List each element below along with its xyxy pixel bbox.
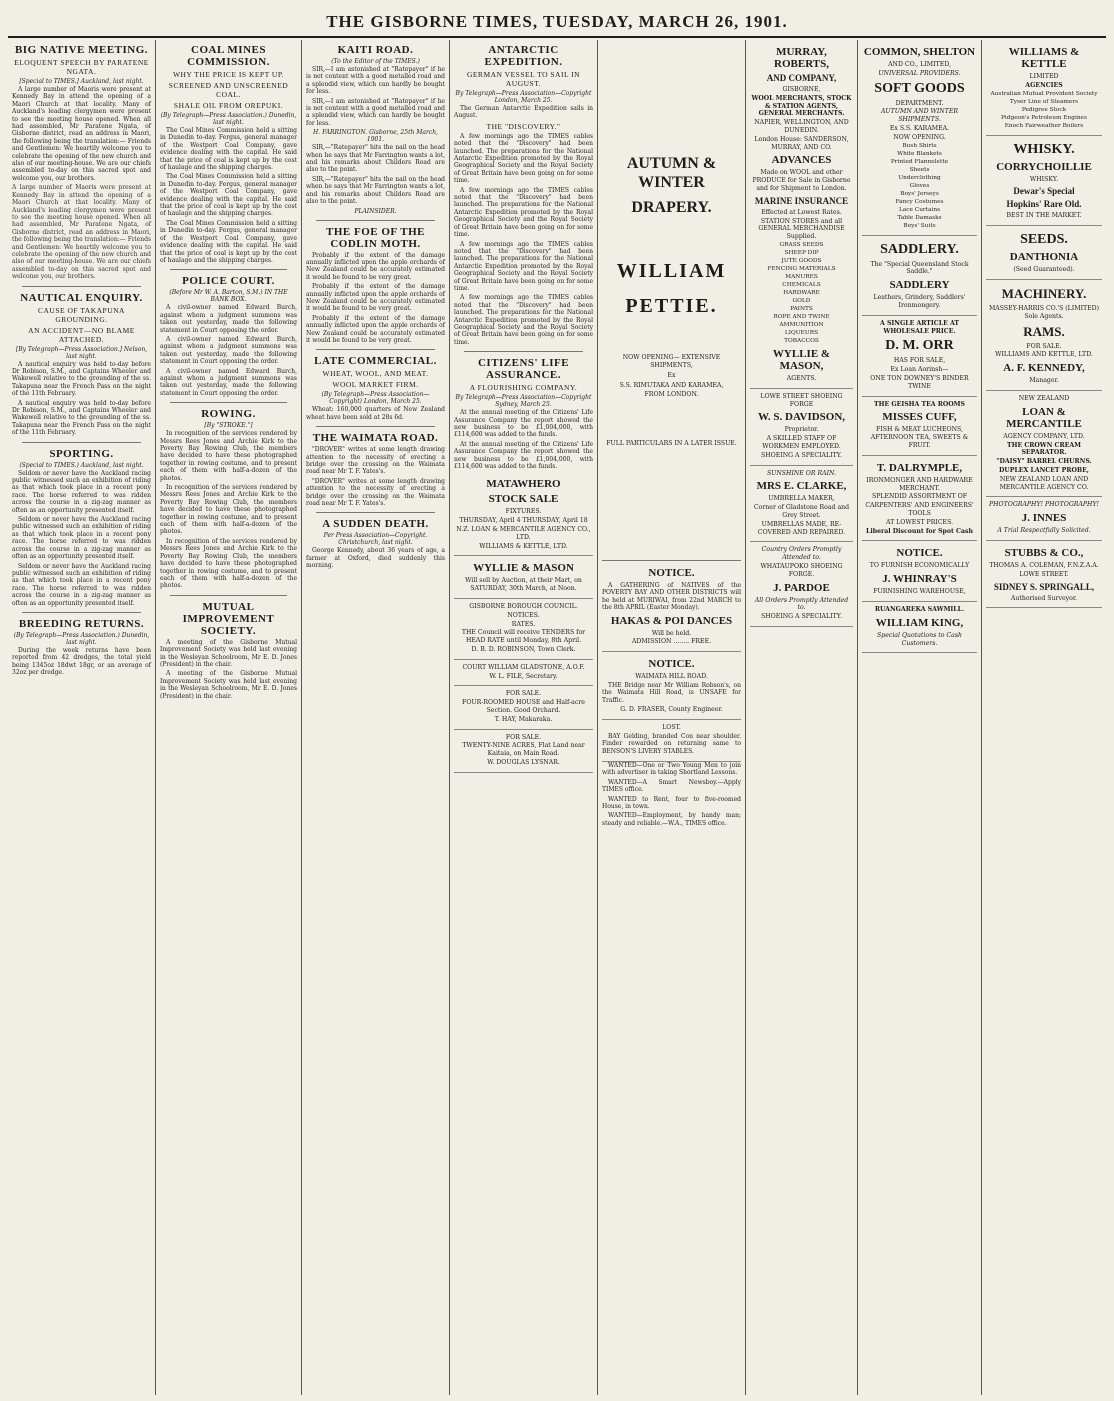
- ad-text: Country Orders Promptly Attended to.: [761, 546, 842, 562]
- ad-text: NOTICES.: [507, 611, 540, 619]
- divider: [316, 426, 435, 427]
- ad-title: J. WHINRAY'S: [882, 573, 957, 586]
- notice-waimata-hill: [602, 652, 741, 720]
- ad-title: ADVANCES: [771, 154, 832, 167]
- advert-murray-roberts: [750, 40, 853, 389]
- column-3: [302, 40, 450, 1395]
- ad-text: Manager.: [1029, 377, 1059, 385]
- ad-title: W. S. DAVIDSON,: [757, 411, 846, 424]
- list-item: Printed Flannelette: [890, 158, 949, 165]
- ad-title: FOR SALE.: [505, 733, 542, 741]
- ad-text: The "Special Queensland Stock Saddle.": [870, 260, 969, 276]
- classified: WANTED—A Smart Newsboy.—Apply TIMES office.: [602, 778, 741, 794]
- advert-common-shelton-soft-goods: [862, 40, 977, 236]
- article-body: A meeting of the Gisborne Mutual Improvement Society was held last evening in the Wesleyan Schoolroom, Mr E. D. Jones (President) in the chair.: [160, 670, 297, 700]
- ad-title: SADDLERY.: [880, 241, 959, 257]
- dateline: (Before Mr W. A. Barton, S.M.) IN THE BANK BOX.: [169, 289, 288, 304]
- classified: WANTED—Employment, by handy man; steady and reliable.—W.A., TIMES office.: [602, 812, 741, 827]
- article-body: "DROVER" writes at some length drawing attention to the necessity of erecting a bridge over the crossing on the Waimata road near Mr T. F. Yates's.: [306, 446, 445, 476]
- headline-breeding-returns: BREEDING RETURNS.: [18, 617, 145, 630]
- article-body: A civil-owner named Edward Burch, against whom a judgment summons was taken out yesterday, made the following statement in Court opposing the order.: [160, 304, 297, 334]
- advert-pardoe: [750, 542, 853, 627]
- list-item: Fancy Costumes: [895, 198, 944, 205]
- divider: [170, 402, 287, 403]
- headline-codlin-moth: THE FOE OF THE CODLIN MOTH.: [326, 225, 425, 250]
- ad-text: NEW ZEALAND LOAN AND MERCANTILE AGENCY CO.: [999, 475, 1089, 491]
- headline-police-court: POLICE COURT.: [182, 275, 275, 288]
- advert-d-m-orr: [862, 316, 977, 397]
- list-item: LIQUEURS: [784, 329, 819, 336]
- ad-text: (Seed Guaranteed).: [1013, 266, 1075, 274]
- ad-title: STUBBS & CO.,: [1004, 546, 1084, 559]
- ad-title: SADDLERY: [889, 279, 950, 292]
- divider: [22, 286, 141, 287]
- advert-whinray: [862, 541, 977, 602]
- notice-lost: [602, 720, 741, 762]
- letter-body: SIR,—"Ratepayer" hits the nail on the head when he says that Mr Farrington wants a lot, and his remarks about Childers Road are also to the point.: [306, 175, 445, 206]
- letter-body: SIR,—I am astonished at "Ratepayer" if he is not content with a good metalled road and a splendid view, which can hardly be bought for less.: [306, 66, 445, 96]
- ad-text: THE CROWN CREAM SEPARATOR.: [1007, 441, 1081, 457]
- article-body: Wheat: 160,000 quarters of New Zealand wheat have been sold at 28s 6d.: [306, 406, 445, 421]
- advert-matawhero: [454, 472, 593, 556]
- column-2: [156, 40, 302, 1395]
- ad-text: AGENTS.: [786, 374, 817, 382]
- letter-signature: PLAINSIDER.: [354, 207, 397, 215]
- list-item: ROPE AND TWINE: [773, 313, 830, 320]
- ad-title: CORRYCHOILLIE: [996, 160, 1092, 173]
- column-7: [858, 40, 982, 1395]
- ad-text: UMBRELLAS MADE, RE-COVERED AND REPAIRED.: [757, 520, 846, 536]
- advert-sawmill: [862, 602, 977, 653]
- list-item: Lace Curtains: [898, 206, 941, 213]
- column-8: [982, 40, 1106, 1395]
- ad-title: RUANGAREKA SAWMILL.: [874, 605, 965, 613]
- article-body: "DROVER" writes at some length drawing attention to the necessity of erecting a bridge over the crossing on the Waimata road near Mr T. F. Yates's.: [306, 477, 445, 508]
- column-6: [746, 40, 858, 1395]
- ad-title: GISBORNE BOROUGH COUNCIL.: [469, 603, 578, 611]
- ad-title: J. INNES: [1021, 512, 1067, 525]
- ad-text: LOWE STREET.: [1019, 570, 1069, 578]
- ad-text: Ex: [667, 371, 676, 379]
- goods-list: [862, 143, 977, 230]
- headline-kaiti-road: KAITI ROAD.: [337, 44, 414, 56]
- masthead: [8, 8, 1106, 38]
- article-body: The Coal Mines Commission held a sitting in Dunedin to-day. Fergus, general manager of the Westport Coal Company, gave evidence dealing with the capital. He said that the price of coal is kept up by the cost of haulage and the shipping charges.: [160, 173, 297, 218]
- ad-text: NOW OPENING— EXTENSIVE SHIPMENTS,: [622, 354, 721, 369]
- divider: [22, 442, 141, 443]
- ad-name: PETTIE.: [625, 295, 718, 318]
- article-body: The German Antarctic Expedition sails in August.: [454, 105, 593, 120]
- ad-text: Ex S.S. KARAMEA.: [889, 124, 950, 132]
- article-body: George Kennedy, about 36 years of age, a farmer at Oxford, died suddenly this morning.: [306, 547, 445, 570]
- advert-borough-council: [454, 599, 593, 660]
- ad-text: AGENCY COMPANY, LTD.: [1003, 432, 1085, 440]
- list-item: Underclothing: [898, 174, 941, 181]
- ad-title: DANTHONIA: [1009, 251, 1079, 264]
- ad-text: All Orders Promptly Attended to.: [754, 596, 849, 612]
- agencies-list: [986, 91, 1102, 130]
- ad-text: Effected at Lowest Rates.: [761, 208, 842, 216]
- ad-text: Corner of Gladstone Road and Grey Street.: [753, 504, 850, 519]
- ad-title: MISSES CUFF,: [882, 411, 957, 424]
- list-item: White Blankets: [897, 150, 942, 157]
- headline-late-commercial: LATE COMMERCIAL.: [314, 355, 437, 368]
- list-item: Boys' Suits: [903, 222, 936, 229]
- dateline: Per Press Association—Copyright. Christchurch, last night.: [323, 532, 428, 547]
- subhead: WHEAT, WOOL, AND MEAT.: [322, 369, 429, 379]
- ad-title: MURRAY, ROBERTS,: [774, 46, 829, 70]
- column-5: [598, 40, 746, 1395]
- letter-signature: H. FARRINGTON. Gisborne, 25th March, 1901.: [313, 129, 438, 144]
- ad-title: A SINGLE ARTICLE AT WHOLESALE PRICE.: [879, 319, 960, 335]
- divider: [316, 349, 435, 350]
- advert-wyllie-mason: [454, 556, 593, 599]
- advert-whisky: [986, 136, 1102, 227]
- ad-title: NOTICE.: [896, 547, 943, 560]
- ad-text: SHOEING A SPECIALITY.: [761, 451, 842, 459]
- ad-text: WAIMATA HILL ROAD.: [635, 673, 708, 681]
- headline-sudden-death: A SUDDEN DEATH.: [322, 518, 429, 531]
- ad-title: COURT WILLIAM GLADSTONE, A.O.F.: [462, 663, 585, 671]
- ad-text: THE Bridge near Mr William Robson's, on the Waimata Hill Road, is UNSAFE for Traffic.: [602, 682, 741, 704]
- ad-title: MACHINERY.: [1001, 285, 1087, 301]
- ad-text: Liberal Discount for Spot Cash: [866, 527, 973, 535]
- ad-text: Ex Loan Aorinsh—: [890, 366, 949, 374]
- ad-title: SEEDS.: [1020, 232, 1068, 248]
- ad-title: WILLIAMS & KETTLE: [1008, 46, 1080, 70]
- ad-text: Special Quotations to Cash Customers.: [877, 631, 962, 647]
- ad-title: WYLLIE & MASON,: [772, 347, 831, 372]
- ad-text: AUTUMN AND WINTER SHIPMENTS.: [880, 108, 959, 124]
- ad-title: WHISKY.: [1013, 141, 1075, 157]
- ad-name: WILLIAM: [616, 260, 727, 283]
- ad-title: AUTUMN & WINTER: [626, 155, 717, 192]
- ad-text: DEPARTMENT.: [895, 99, 944, 107]
- list-item: MANURES: [785, 273, 818, 280]
- ad-title: SUNSHINE OR RAIN.: [766, 469, 837, 477]
- article-body: A nautical enquiry was held to-day before Dr Robison, S.M., and Captains Wheeler and Wakewell relative to the grounding of the ss. Takapuna near the French Pass on the night of the 11th February.: [12, 360, 151, 398]
- advert-court-gladstone: [454, 660, 593, 687]
- ad-text: ONE TON DOWNEY'S BINDER TWINE: [870, 374, 969, 390]
- ad-text: FOUR-ROOMED HOUSE and Half-acre Section. Good Orchard.: [462, 699, 585, 714]
- ad-text: NOW OPENING.: [893, 133, 946, 141]
- ad-text: Will sell by Auction, at their Mart, on SATURDAY, 30th March, at Noon.: [465, 577, 582, 593]
- ad-text: N.Z. LOAN & MERCANTILE AGENCY CO., LTD.: [456, 526, 591, 541]
- list-item: JUTE GOODS: [781, 257, 822, 264]
- list-item: Tyser Line of Steamers: [1009, 98, 1079, 105]
- dateline: (Special to TIMES.) Auckland, last night.: [19, 461, 144, 469]
- ad-title: AND COMPANY,: [766, 73, 837, 83]
- article-body: Probably if the extent of the damage annually inflicted upon the apple orchards of New Zealand could be accurately estimated it would be found to be very great.: [306, 251, 445, 281]
- advert-seeds: [986, 226, 1102, 280]
- ad-text: GISBORNE,: [782, 86, 821, 93]
- ad-title: NOTICE.: [648, 567, 695, 579]
- article-body: Seldom or never have the Auckland racing public witnessed such an exhibition of riding as that which took place in a recent pony race. The horse referred to was ridden across the course in a zig-zag manner as often as an opportunity presented itself.: [12, 469, 151, 514]
- headline-citizens-life: CITIZENS' LIFE ASSURANCE.: [477, 357, 570, 382]
- ad-text: TO FURNISH ECONOMICALLY: [869, 562, 970, 570]
- ad-text: SHOEING A SPECIALITY.: [761, 613, 842, 621]
- ad-title: WHATAUPOKO SHOEING FORGE.: [760, 562, 843, 578]
- advert-stubbs: [986, 541, 1102, 608]
- headline-native-meeting: BIG NATIVE MEETING.: [14, 44, 149, 56]
- ad-text: TWENTY-NINE ACRES, Flat Land near Kaitaia, on Main Road.: [462, 742, 585, 758]
- divider: [170, 269, 287, 270]
- ad-text: W. DOUGLAS LYSNAR.: [487, 758, 560, 766]
- ad-title: THE GEISHA TEA ROOMS: [874, 400, 965, 408]
- list-item: Australian Mutual Provident Society: [990, 90, 1098, 97]
- merchandise-list: [750, 242, 853, 345]
- ad-text: "DAISY" BARREL CHURNS.: [996, 458, 1092, 466]
- ad-text: Proprietor.: [784, 426, 819, 434]
- ad-title: HAKAS & POI DANCES: [610, 614, 733, 627]
- subhead: SHALE OIL FROM OREPUKI.: [173, 101, 284, 110]
- headline-mutual-improvement: MUTUAL IMPROVEMENT SOCIETY.: [182, 600, 275, 637]
- ad-text: S.S. RIMUTAKA AND KARAMEA,: [619, 381, 724, 389]
- list-item: CHEMICALS: [782, 281, 821, 288]
- divider: [170, 595, 287, 596]
- article-body: A few mornings ago the TIMES cables noted that the "Discovery" had been launched. The preparations for the National Antarctic Expedition promoted by the Royal Geographical Society and the Royal Society of Great Britain have been going on for some time.: [454, 294, 593, 346]
- ad-text: CARPENTERS' AND ENGINEERS' TOOLS: [865, 502, 974, 517]
- ad-text: FIXTURES.: [505, 508, 542, 516]
- subhead: GERMAN VESSEL TO SAIL IN AUGUST.: [466, 70, 581, 88]
- article-body: A civil-owner named Edward Burch, against whom a judgment summons was taken out yesterday, made the following statement in Court opposing the order.: [160, 335, 297, 366]
- article-body: Seldom or never have the Auckland racing public witnessed such an exhibition of riding as that which took place in a recent pony race. The horse referred to was ridden across the course in a zig-zag manner as often as an opportunity presented itself.: [12, 516, 151, 561]
- headline-coal-mines: COAL MINES COMMISSION.: [187, 44, 270, 68]
- ad-title: FOR SALE.: [505, 690, 542, 698]
- advert-nz-loan: [986, 391, 1102, 497]
- ad-title: A. F. KENNEDY,: [1003, 362, 1085, 375]
- ad-title: STOCK SALE: [488, 493, 559, 506]
- ad-text: LIMITED: [1029, 73, 1059, 80]
- article-body: At the annual meeting of the Citizens' Life Assurance Company the report showed the new business to be £1,004,000, with £114,600 was added to the funds.: [454, 440, 593, 471]
- article-body: Probably if the extent of the damage annually inflicted upon the apple orchards of New Zealand could be accurately estimated it would be found to be very great.: [306, 283, 445, 313]
- headline-rowing: ROWING.: [201, 408, 256, 421]
- ad-title: Hopkins' Rare Old.: [1006, 199, 1082, 210]
- article-body: In recognition of the services rendered by Messrs Rees Jones and Archie Kirk to the Poverty Bay Rowing Club, the members have decided to have these photographed together in rowing costume, and to present each of them with half-a-dozen of the photos.: [160, 430, 297, 482]
- ad-text: STATION STORES and all GENERAL MERCHANDISE Supplied.: [758, 217, 845, 241]
- dateline: [Special to TIMES.] Auckland, last night.: [19, 78, 144, 85]
- list-item: PAINTS: [790, 305, 813, 312]
- article-body: A few mornings ago the TIMES cables noted that the "Discovery" had been launched. The preparations for the National Antarctic Expedition promoted by the Royal Geographical Society and the Royal Society of Great Britain have been going on for some time.: [454, 132, 593, 185]
- article-body: A nautical enquiry was held to-day before Dr Robison, S.M., and Captains Wheeler and Wakewell relative to the grounding of the ss. Takapuna near the French Pass on the night of the 11th February.: [12, 399, 151, 437]
- subhead: CAUSE OF TAKAPUNA GROUNDING.: [38, 305, 125, 324]
- ad-text: DUPLEX LANCET PROBE,: [999, 466, 1089, 474]
- subhead: AN ACCIDENT—NO BLAME ATTACHED.: [28, 325, 135, 344]
- ad-text: AGENCIES: [1025, 81, 1063, 89]
- ad-text: BEST IN THE MARKET.: [1006, 212, 1082, 220]
- ad-text: Leathers, Grindery, Saddlers' Ironmongery.: [873, 294, 966, 309]
- ad-text: FISH & MEAT LUCHEONS, AFTERNOON TEA, SWEETS & FRUIT.: [870, 426, 969, 449]
- ad-title: LOWE STREET SHOEING FORGE: [760, 392, 843, 408]
- advert-saddlery: [862, 236, 977, 316]
- advert-photography: [986, 497, 1102, 541]
- subhead: A FLOURISHING COMPANY.: [469, 383, 578, 393]
- ad-text: THE Council will receive TENDERS for HEAD RATE until Monday, 8th April.: [461, 629, 586, 645]
- letter-heading: (To the Editor of the TIMES.): [331, 58, 420, 65]
- subhead: ELOQUENT SPEECH BY PARATENE NGATA.: [14, 58, 149, 76]
- letter-body: SIR,—"Ratepayer" hits the nail on the head when he says that Mr Farrington wants a lot, and his remarks about Childers Road are also to the point.: [306, 144, 445, 174]
- ad-text: NAPIER, WELLINGTON, AND DUNEDIN.: [754, 119, 849, 134]
- list-item: GRASS SEEDS: [779, 241, 824, 248]
- ad-text: Made on WOOL and other PRODUCE for Sale in Gisborne and for Shipment to London.: [752, 169, 851, 192]
- ad-text: BAY Gelding, branded Con near shoulder. Finder rewarded on returning same to BENSON'S LIVERY STABLES.: [602, 732, 741, 755]
- ad-title: MATAWHERO: [486, 478, 561, 491]
- column-4: [450, 40, 598, 1395]
- ad-text: G. D. FRASER, County Engineer.: [620, 706, 723, 714]
- ad-title: SIDNEY S. SPRINGALL,: [993, 581, 1095, 592]
- article-body: In recognition of the services rendered by Messrs Rees Jones and Archie Kirk to the Poverty Bay Rowing Club, the members have decided to have these photographed together in rowing costume, and to present each of them with half-a-dozen of the photos.: [160, 537, 297, 590]
- ad-text: WILLIAMS AND KETTLE, LTD.: [995, 351, 1093, 359]
- advert-for-sale-house: [454, 686, 593, 729]
- ad-text: D. B. D. ROBINSON, Town Clerk.: [471, 646, 576, 653]
- article-body: During the week returns have been reported from 42 dredges, the total yield being 1345oz 18dwt 18gr, or an average of 32oz per dredge.: [12, 646, 151, 677]
- advert-mrs-clarke: [750, 466, 853, 543]
- classified: WANTED—One or Two Young Men to join with advertiser in taking Shortland Lessons.: [602, 762, 741, 777]
- divider: [316, 512, 435, 513]
- article-body: The Coal Mines Commission held a sitting in Dunedin to-day. Fergus, general manager of the Westport Coal Company, gave evidence dealing with the capital. He said that the price of coal is kept up by the cost of haulage and the shipping charges.: [160, 127, 297, 172]
- article-body: At the annual meeting of the Citizens' Life Assurance Company the report showed the new business to be £1,004,000, with £114,600 was added to the funds.: [454, 409, 593, 439]
- article-body: A few mornings ago the TIMES cables noted that the "Discovery" had been launched. The preparations for the National Antarctic Expedition promoted by the Royal Geographical Society and the Royal Society of Great Britain have been going on for some time.: [454, 240, 593, 292]
- ad-text: FURNISHING WAREHOUSE,: [873, 588, 966, 596]
- headline-antarctic: ANTARCTIC EXPEDITION.: [484, 44, 563, 68]
- list-item: Sheets: [909, 166, 930, 173]
- byline: [By "STROKE."]: [204, 422, 253, 430]
- ad-text: Authorised Surveyor.: [1010, 594, 1078, 602]
- ad-text: T. HAY, Makaraka.: [494, 715, 553, 723]
- ad-title: DRAPERY.: [631, 199, 712, 217]
- headline-nautical-enquiry: NAUTICAL ENQUIRY.: [20, 291, 143, 304]
- ad-title: SOFT GOODS: [874, 80, 965, 96]
- dateline: (By Telegraph—Press Association.) Dunedin, last night.: [160, 112, 297, 126]
- ad-title: WILLIAM KING,: [875, 616, 964, 629]
- ad-text: IRONMONGER AND HARDWARE MERCHANT.: [866, 476, 973, 492]
- advert-dalrymple: [862, 456, 977, 542]
- ad-title: PHOTOGRAPHY! PHOTOGRAPHY!: [988, 501, 1100, 509]
- ad-title: D. M. ORR: [885, 338, 954, 354]
- ad-text: FOR SALE.: [1026, 342, 1062, 350]
- ad-title: MRS E. CLARKE,: [756, 480, 847, 493]
- article-body: Seldom or never have the Auckland racing public witnessed such an exhibition of riding as that which took place in a recent pony race. The horse referred to was ridden across the course in a zig-zag manner as often as an opportunity presented itself.: [12, 562, 151, 607]
- article-body-continued: A large number of Maoris were present at Kennedy Bay in attend the opening of a Maori Church at that locality. Many of Auckland's leading clergymen were present to see the meeting house opened. When all had assembled, Mr Paratene Ngata, of Gisborne district, read an address in Maori, the following being the translation:— Friends and Gentlemen: We heartily welcome you to celebrate the opening of the new church and also of our meeting-house. We are our chiefs assembled to-day on this sacred spot and welcome you, our brothers.: [12, 184, 151, 281]
- ad-text: ADMISSION ........ FREE.: [631, 638, 712, 646]
- dateline: (By Telegraph—Press Association—Copyright) London, March 25.: [321, 391, 430, 406]
- list-item: Table Damasks: [897, 214, 942, 221]
- ad-title: NOTICE.: [648, 658, 695, 671]
- classified: WANTED to Rent, four to five-roomed House, in town.: [602, 795, 741, 811]
- masthead-title: THE GISBORNE TIMES, TUESDAY, MARCH 26, 1901.: [326, 12, 788, 31]
- list-item: Pidgeon's Petroleum Engines: [1001, 114, 1087, 121]
- divider: [316, 220, 435, 221]
- article-body: A meeting of the Gisborne Mutual Improvement Society was held last evening in the Wesleyan Schoolroom, Mr E. D. Jones (President) in the chair.: [160, 638, 297, 668]
- ad-text: NEW ZEALAND: [1018, 394, 1070, 402]
- ad-text: THURSDAY, April 4 THURSDAY, April 18: [459, 517, 588, 525]
- list-item: Gloves: [909, 182, 930, 189]
- letter-body: SIR,—I am astonished at "Ratepayer" if he is not content with a good metalled road and a splendid view, which can hardly be bought for less.: [306, 97, 445, 127]
- ad-text: UMBRELLA MAKER,: [768, 495, 835, 503]
- notice-native-gathering: [602, 561, 741, 652]
- dateline: (By Telegraph—Press Association.) Dunedin, last night.: [13, 631, 150, 646]
- advert-pettie-drapery: [602, 40, 741, 561]
- headline-sporting: SPORTING.: [49, 447, 114, 460]
- advert-shoeing-forge: [750, 389, 853, 466]
- ad-text: Will be held.: [651, 629, 692, 637]
- article-body: A few mornings ago the TIMES cables noted that the "Discovery" had been launched. The preparations for the National Antarctic Expedition promoted by the Royal Geographical Society and the Royal Society of Great Britain have been going on for some time.: [454, 186, 593, 239]
- list-item: SHEEP DIP: [784, 249, 819, 256]
- ad-text: AT LOWEST PRICES.: [885, 518, 954, 526]
- list-item: HARDWARE: [783, 289, 820, 296]
- subhead: THE "DISCOVERY.": [486, 121, 561, 131]
- list-item: Bush Shirts: [902, 142, 937, 149]
- ad-text: FROM LONDON.: [644, 391, 699, 399]
- dateline: By Telegraph—Press Association—Copyright Sydney, March 25.: [455, 394, 592, 409]
- dateline: [By Telegraph—Press Association.] Nelson, last night.: [15, 345, 148, 360]
- ad-title: Dewar's Special: [1013, 186, 1075, 197]
- article-body: A large number of Maoris were present at Kennedy Bay in attend the opening of a Maori Church at that locality. Many of Auckland's leading clergymen were present to see the meeting house opened. When all had assembled, Mr Paratene Ngata, of Gisborne district, read an address in Maori, the following being the translation:— Friends and Gentlemen: We heartily welcome you to celebrate the opening of the new church and also of our meeting-house. We are our chiefs assembled to-day on this sacred spot and welcome you, our brothers.: [12, 86, 151, 182]
- ad-text: FULL PARTICULARS IN A LATER ISSUE.: [606, 440, 737, 448]
- ad-text: A SKILLED STAFF OF WORKMEN EMPLOYED.: [762, 435, 841, 450]
- advert-williams-kettle: [986, 40, 1102, 136]
- ad-title: MARINE INSURANCE: [754, 195, 849, 206]
- ad-text: HAS FOR SALE,: [893, 357, 946, 365]
- ad-text: UNIVERSAL PROVIDERS.: [878, 69, 961, 77]
- ad-text: RATES.: [511, 620, 536, 628]
- advert-for-sale-acres: [454, 730, 593, 773]
- ad-text: THOMAS A. COLEMAN, F.N.Z.A.A.: [989, 561, 1099, 569]
- article-body: The Coal Mines Commission held a sitting in Dunedin to-day. Fergus, general manager of the Westport Coal Company, gave evidence dealing with the capital. He said that the price of coal is kept up by the cost of haulage and the shipping charges.: [160, 219, 297, 264]
- article-body: In recognition of the services rendered by Messrs Rees Jones and Archie Kirk to the Poverty Bay Rowing Club, the members have decided to have these photographed together in rowing costume, and to present each of them with half-a-dozen of the photos.: [160, 484, 297, 536]
- ad-text: WILLIAMS & KETTLE, LTD.: [479, 542, 568, 550]
- ad-text: MASSEY-HARRIS CO.'S (LIMITED) Sole Agents.: [988, 304, 1100, 320]
- divider: [464, 351, 583, 352]
- ad-text: A Trial Respectfully Solicited.: [997, 527, 1091, 535]
- list-item: AMMUNITION: [779, 321, 824, 328]
- list-item: TOBACCOS: [784, 337, 819, 344]
- ad-title: T. DALRYMPLE,: [876, 461, 963, 474]
- list-item: Pedigree Stock: [1021, 106, 1067, 113]
- list-item: GOLD: [792, 297, 811, 304]
- ad-title: COMMON, SHELTON: [863, 46, 976, 58]
- divider: [22, 612, 141, 613]
- article-body: A civil-owner named Edward Burch, against whom a judgment summons was taken out yesterday, made the following statement in Court opposing the order.: [160, 367, 297, 397]
- list-item: Enoch Fairweather Boilers: [1004, 122, 1084, 129]
- article-body: Probably if the extent of the damage annually inflicted upon the apple orchards of New Zealand could be accurately estimated it would be found to be very great.: [306, 314, 445, 344]
- subhead: WOOL MARKET FIRM.: [332, 380, 419, 390]
- ad-text: AND CO., LIMITED,: [888, 61, 951, 68]
- ad-text: WHISKY.: [1029, 175, 1059, 183]
- subhead: SCREENED AND UNSCREENED COAL.: [168, 81, 289, 99]
- ad-title: WYLLIE & MASON: [473, 562, 574, 575]
- column-1: [8, 40, 156, 1395]
- ad-text: A GATHERING of NATIVES of the POVERTY BAY AND OTHER DISTRICTS will be held at MURIWAI, from 22nd MARCH to the 8th APRIL (Easter Monday).: [602, 582, 741, 612]
- ad-text: W. L. FILE, Secretary.: [489, 672, 558, 680]
- list-item: Boys' Jerseys: [900, 190, 939, 197]
- ad-text: SPLENDID ASSORTMENT OF: [871, 493, 968, 501]
- advert-machinery: [986, 280, 1102, 391]
- headline-waimata-road: THE WAIMATA ROAD.: [312, 432, 439, 445]
- ad-text: WOOL MERCHANTS, STOCK & STATION AGENTS, GENERAL MERCHANTS.: [751, 94, 852, 118]
- list-item: FENCING MATERIALS: [767, 265, 836, 272]
- ad-title: LOAN & MERCANTILE: [1006, 405, 1082, 430]
- ad-title: RAMS.: [1023, 323, 1065, 339]
- ad-title: J. PARDOE: [773, 581, 830, 594]
- ad-title: LOST.: [662, 724, 681, 732]
- advert-geisha-tea-rooms: [862, 397, 977, 456]
- dateline: By Telegraph—Press Association—Copyright London, March 25.: [455, 90, 592, 104]
- ad-text: London House: SANDERSON, MURRAY, AND CO.: [754, 135, 849, 151]
- subhead: WHY THE PRICE IS KEPT UP.: [172, 70, 285, 79]
